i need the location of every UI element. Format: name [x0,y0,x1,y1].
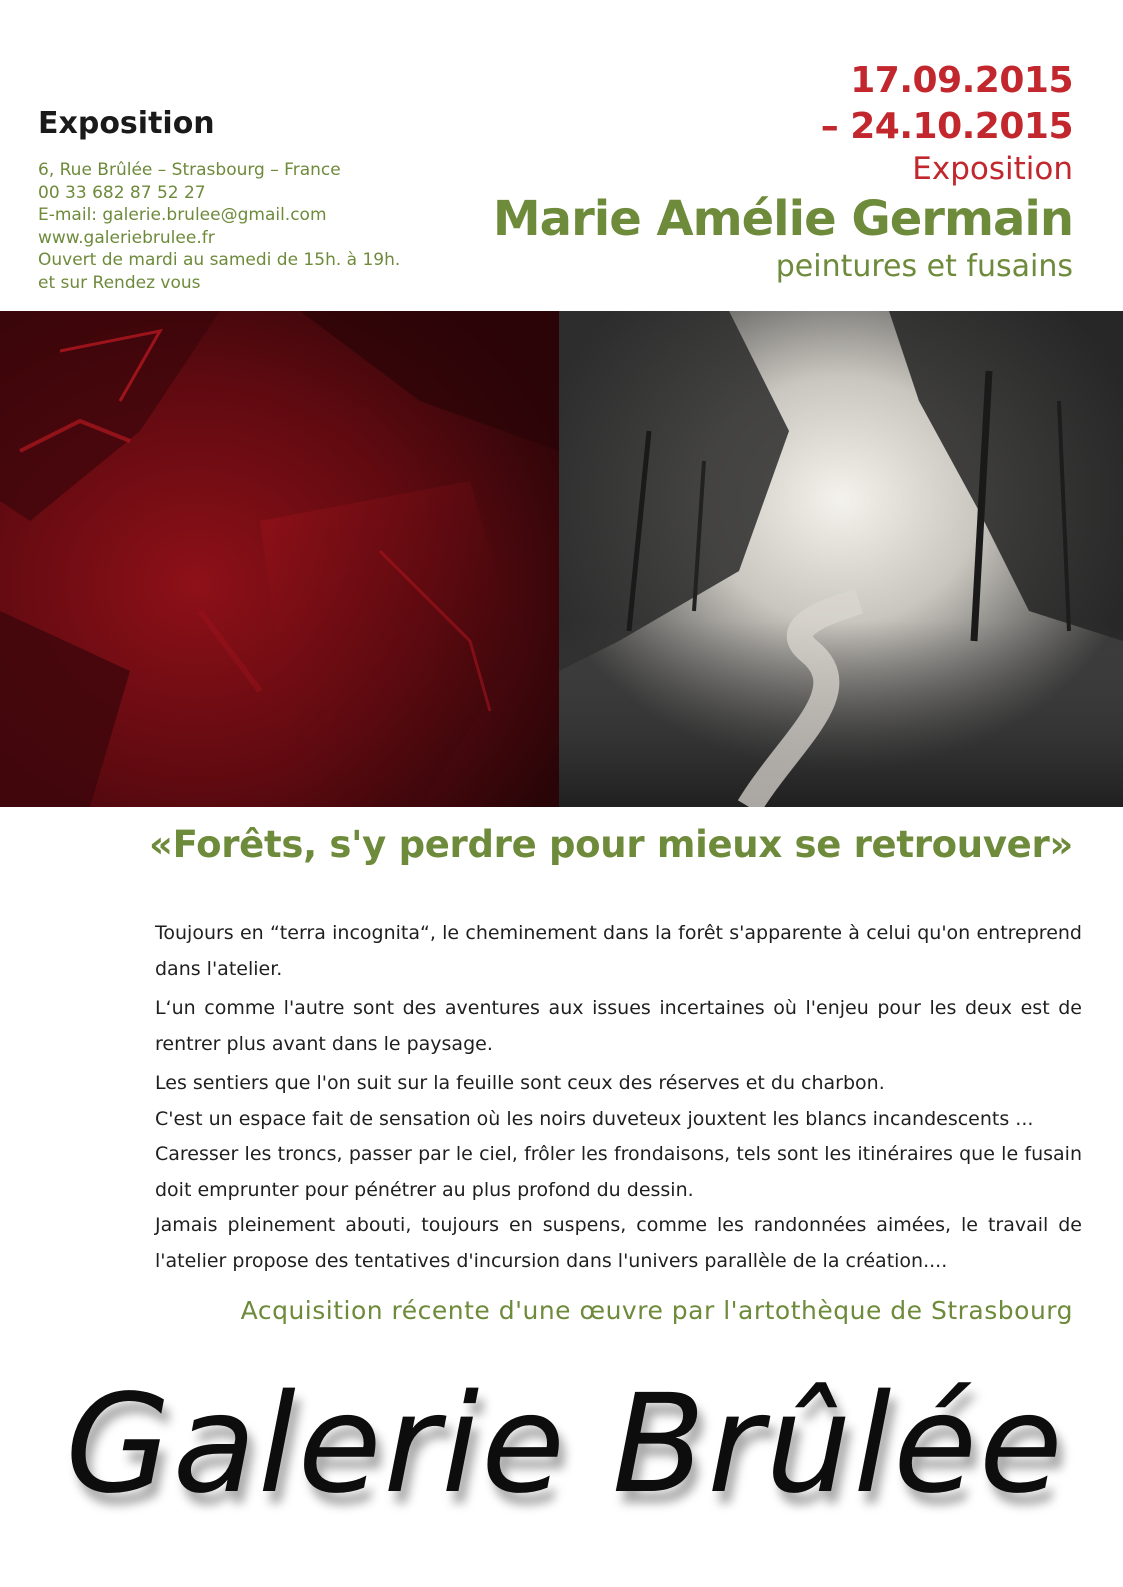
contact-block [38,106,498,294]
gallery-name: Galerie Brûlée [65,1366,1065,1524]
description-paragraph: C'est un espace fait de sensation où les noirs duveteux jouxtent les blancs incandescents ... [155,1107,1034,1130]
contact-email[interactable]: E-mail: galerie.brulee@gmail.com [38,205,327,225]
event-block [473,58,1073,284]
acquisition-note: Acquisition récente d'une œuvre par l'artothèque de Strasbourg [240,1296,1073,1325]
event-label: Exposition [912,151,1073,187]
date-end: – 24.10.2015 [820,106,1073,147]
contact-appointment: et sur Rendez vous [38,272,201,293]
description-paragraph: Caresser les troncs, passer par le ciel, frôler les frondaisons, tels sont les itinéraires que le fusain doit emprunter pour pénétrer au plus profond du dessin. [155,1143,1082,1201]
description-paragraph: Jamais pleinement abouti, toujours en suspens, comme les randonnées aimées, le travail de l'atelier propose des tentatives d'incursion dans l'univers parallèle de la création.... [155,1214,1082,1272]
date-start: 17.09.2015 [850,60,1073,101]
contact-phone: 00 33 682 87 52 27 [38,182,206,203]
header-title: Exposition [38,106,215,141]
description-paragraph: Toujours en “terra incognita“, le cheminement dans la forêt s'apparente à celui qu'on entreprend dans l'atelier. [155,922,1082,980]
contact-hours: Ouvert de mardi au samedi de 15h. à 19h. [38,250,401,270]
artist-name: Marie Amélie Germain [492,191,1073,247]
exhibition-quote: «Forêts, s'y perdre pour mieux se retrouver» [149,823,1073,866]
charcoal-forest-image [559,311,1123,807]
contact-address: 6, Rue Brûlée – Strasbourg – France [38,160,341,180]
exhibition-description [155,916,1082,1279]
artist-subtitle: peintures et fusains [775,249,1073,284]
description-paragraph: Les sentiers que l'on suit sur la feuille sont ceux des réserves et du charbon. [155,1072,885,1094]
contact-website[interactable]: www.galeriebrulee.fr [38,227,215,248]
red-painting-image [0,311,559,807]
description-paragraph: L‘un comme l'autre sont des aventures aux issues incertaines où l'enjeu pour les deux est de rentrer plus avant dans le paysage. [155,997,1082,1055]
